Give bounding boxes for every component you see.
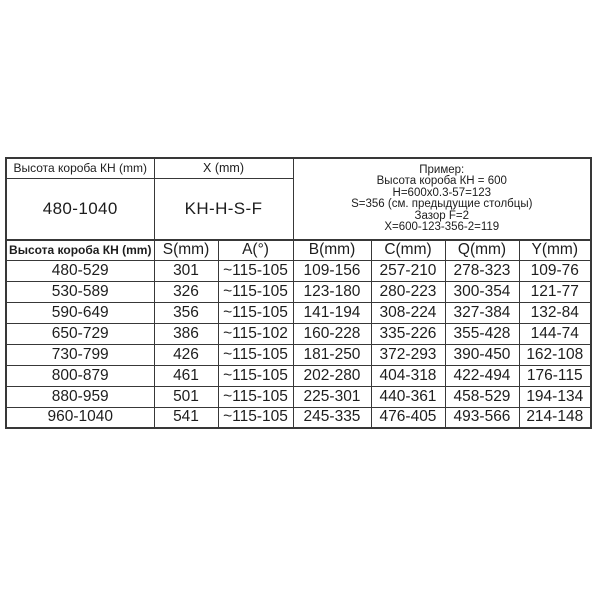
table-cell: 501 xyxy=(154,386,218,407)
table-row xyxy=(6,344,591,365)
kh-range-cell: 480-1040 xyxy=(6,178,154,240)
table-cell: ~115-105 xyxy=(218,302,293,323)
table-cell: 480-529 xyxy=(6,260,154,281)
column-header: Y(mm) xyxy=(519,240,591,260)
table-cell: ~115-105 xyxy=(218,407,293,428)
table-cell: 109-156 xyxy=(293,260,371,281)
table-cell: 800-879 xyxy=(6,365,154,386)
table-cell: ~115-105 xyxy=(218,365,293,386)
table-cell: 123-180 xyxy=(293,281,371,302)
table-cell: 440-361 xyxy=(371,386,445,407)
table-cell: 214-148 xyxy=(519,407,591,428)
table-cell: 278-323 xyxy=(445,260,519,281)
x-header-cell: X (mm) xyxy=(154,158,293,178)
table-cell: ~115-105 xyxy=(218,344,293,365)
table-cell: 132-84 xyxy=(519,302,591,323)
table-row xyxy=(6,302,591,323)
table-cell: 730-799 xyxy=(6,344,154,365)
table-cell: ~115-105 xyxy=(218,281,293,302)
example-line: S=356 (см. предыдущие столбцы) xyxy=(351,198,533,210)
table-cell: 162-108 xyxy=(519,344,591,365)
example-line: X=600-123-356-2=119 xyxy=(384,221,500,233)
table-row xyxy=(6,407,591,428)
example-line: H=600x0.3-57=123 xyxy=(392,186,491,199)
table-cell: ~115-105 xyxy=(218,260,293,281)
column-header: A(°) xyxy=(218,240,293,260)
table-cell: 458-529 xyxy=(445,386,519,407)
table-row xyxy=(6,365,591,386)
table-row xyxy=(6,281,591,302)
table-row xyxy=(6,260,591,281)
table-cell: 650-729 xyxy=(6,323,154,344)
example-line: Пример: xyxy=(419,163,465,176)
table-cell: 356 xyxy=(154,302,218,323)
table-cell: 308-224 xyxy=(371,302,445,323)
column-header-row xyxy=(6,240,591,260)
table-cell: 422-494 xyxy=(445,365,519,386)
spec-table xyxy=(5,157,592,429)
table-cell: 386 xyxy=(154,323,218,344)
table-cell: 202-280 xyxy=(293,365,371,386)
column-header: Q(mm) xyxy=(445,240,519,260)
x-formula-cell: KH-H-S-F xyxy=(154,178,293,240)
example-line: Зазор F=2 xyxy=(414,209,469,222)
table-cell: 141-194 xyxy=(293,302,371,323)
table-cell: 461 xyxy=(154,365,218,386)
table-cell: 245-335 xyxy=(293,407,371,428)
table-cell: 476-405 xyxy=(371,407,445,428)
table-cell: 300-354 xyxy=(445,281,519,302)
column-header: Высота короба КН (mm) xyxy=(6,240,154,260)
table-row xyxy=(6,386,591,407)
table-cell: 160-228 xyxy=(293,323,371,344)
example-text xyxy=(294,165,591,234)
example-cell xyxy=(293,158,591,240)
kh-header-cell: Высота короба КН (mm) xyxy=(6,158,154,178)
table-cell: 493-566 xyxy=(445,407,519,428)
table-cell: 326 xyxy=(154,281,218,302)
example-line: Высота короба КН = 600 xyxy=(376,175,507,187)
table-cell: 280-223 xyxy=(371,281,445,302)
table-cell: 121-77 xyxy=(519,281,591,302)
column-header: B(mm) xyxy=(293,240,371,260)
table-cell: ~115-105 xyxy=(218,386,293,407)
table-cell: 144-74 xyxy=(519,323,591,344)
table-cell: 109-76 xyxy=(519,260,591,281)
table-cell: 390-450 xyxy=(445,344,519,365)
table-cell: 176-115 xyxy=(519,365,591,386)
table-cell: 960-1040 xyxy=(6,407,154,428)
table-cell: 355-428 xyxy=(445,323,519,344)
table-cell: 335-226 xyxy=(371,323,445,344)
table-cell: 880-959 xyxy=(6,386,154,407)
table-cell: 327-384 xyxy=(445,302,519,323)
table-cell: 301 xyxy=(154,260,218,281)
table-cell: 194-134 xyxy=(519,386,591,407)
table-cell: 541 xyxy=(154,407,218,428)
table-cell: 372-293 xyxy=(371,344,445,365)
table-cell: 404-318 xyxy=(371,365,445,386)
column-header: S(mm) xyxy=(154,240,218,260)
table-cell: 530-589 xyxy=(6,281,154,302)
table-cell: 257-210 xyxy=(371,260,445,281)
table-cell: ~115-102 xyxy=(218,323,293,344)
table-cell: 225-301 xyxy=(293,386,371,407)
column-header: C(mm) xyxy=(371,240,445,260)
table-cell: 426 xyxy=(154,344,218,365)
top-header-row xyxy=(6,158,591,178)
table-row xyxy=(6,323,591,344)
table-cell: 181-250 xyxy=(293,344,371,365)
table-cell: 590-649 xyxy=(6,302,154,323)
